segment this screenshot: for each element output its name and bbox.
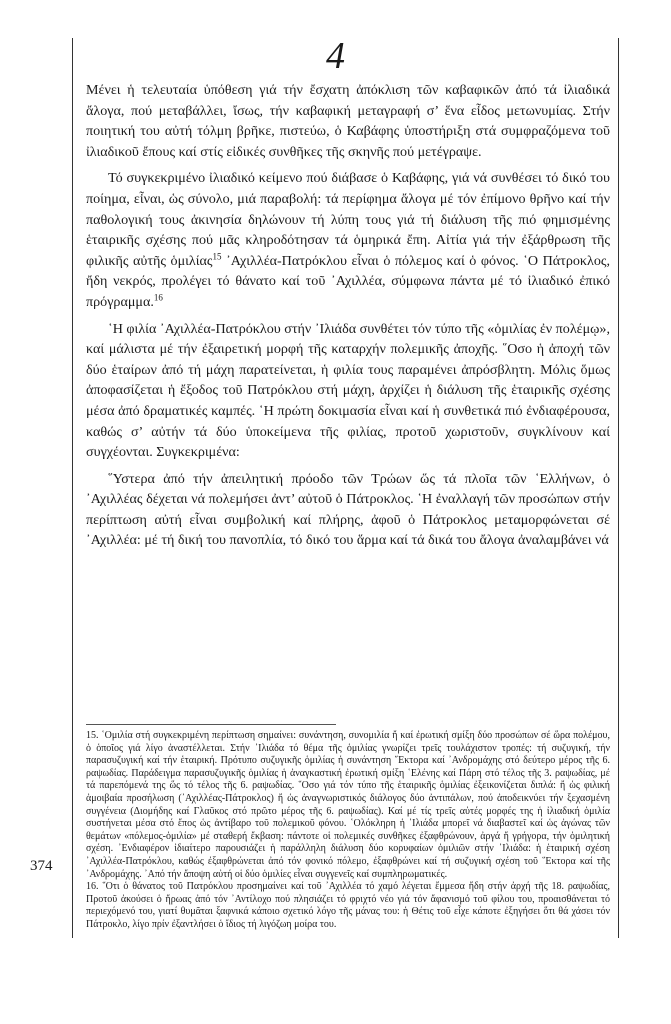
footnote: 16. ῞Οτι ὁ θάνατος τοῦ Πατρόκλου προσημαίνει καί τοῦ ᾿Αχιλλέα τό χαμό λέγεται ἔμμεσα ἤδη στήν ἀρχή τῆς 18. ραψωδίας, Προτοῦ ἀκούσει ὁ ἥρωας ἀπό τόν ᾿Αντίλοχο πού πλησιάζει τό φριχτό νέο γιά τόν ἄφανισμό τοῦ φίλου του, προαισθάνεται τό περιεχόμενό του, γιατί θυμᾶται ξαφνικά κάποιο σχετικό λόγο τῆς μάνας του: ἡ Θέτις τοῦ εἶχε κάποτε ἐξηγήσει ὅτι θά χάσει τόν Πάτροκλο, λίγο πρίν ἐξαντλήσει ὁ ἴδιος τή λιγόζωη μοίρα του.: [86, 881, 610, 930]
paragraph-text: Τό συγκεκριμένο ἰλιαδικό κείμενο πού διάβασε ὁ Καβάφης, γιά νά συνθέσει τό δικό του ποίημα, εἶναι, ὡς σύνολο, μιά παραβολή: τά περίφημα ἄλογα μέ τόν ἐπίμονο θρῆνο καί τήν παθολογική τους ἀκινησία δηλώνουν τή λύπη τους γιά τή διάλυση τῆς πιό φημισμένης ἑταιρικῆς σχέσης πού μᾶς κληροδότησαν τά ὁμηρικά ἔπη. Αἰτία γιά τήν ἐξάρθρωση τῆς φιλικῆς αὐτῆς ὁμιλίας: [86, 170, 610, 269]
footnote-ref: 16: [153, 292, 163, 303]
right-margin-rule: [618, 38, 619, 938]
footnote: 15. ῾Ομιλία στή συγκεκριμένη περίπτωση σημαίνει: συνάντηση, συνομιλία ἤ καί ἐρωτική σμίξη δύο προσώπων σέ ὥρα πολέμου, ὁ ὁποῖος γιά λίγο ἀναστέλλεται. Στήν ᾿Ιλιάδα τό θέμα τῆς ὁμιλίας γνωρίζει τρεῖς τουλάχιστον τροπές: τή συζυγική, τήν παρασυζυγική καί τήν ἑταιρική. Πρότυπο συζυγικῆς ὁμιλίας ἡ συνάντηση ῞Εκτορα καί ᾿Ανδρομάχης στό δεύτερο μέρος τῆς 6. ραψωδίας. Παράδειγμα παρασυζυγικῆς ὁμιλίας ἡ ἀναγκαστική ἐρωτική σμίξη ῾Ελένης καί Πάρη στό τέλος τῆς 3. ραψωδίας, μέ τά παρεπόμενά της ὥς τό τέλος τῆς 6. ραψωδίας. ῞Οσο γιά τόν τύπο τῆς ἑταιρικῆς ὁμιλίας ἐξεικονίζεται διπλά: ἤ ὡς φιλική ἀμοιβαία προσήλωση (᾿Αχιλλέας-Πάτροκλος) ἤ ὡς ἀναγνωριστικός διάλογος δύο ἀντιπάλων, πού ἀποδεικνύει τήν ξεχασμένη συγγένεια (Διομήδης καί Γλαῦκος στό πρῶτο μέρος τῆς 6. ραψωδίας). Καί μέ τίς τρεῖς αὐτές μορφές της ἡ ἰλιαδική ὁμιλία συστήνεται μέσα στό ἔπος ὡς ἀντίβαρο τοῦ πολεμικοῦ φόνου. ῾Ολόκληρη ἡ ᾿Ιλιάδα μπορεῖ νά διαβαστεῖ καί ὡς ἀγώνας τῶν θεμάτων «πόλεμος-ὁμιλία» μέ σταθερή ἔκβαση: πάντοτε οἱ πολεμικές συνθῆκες ἐξαφθρώνουν, ἀργά ἤ γρήγορα, τήν ὁμιλητική σχέση. ᾿Ενδιαφέρον ἰδιαίτερο παρουσιάζει ἡ παράλληλη διάλυση δύο κορυφαίων ὁμιλιῶν στήν ᾿Ιλιάδα: ἡ ἑταιρική σχέση ᾿Αχιλλέα-Πατρόκλου, καθώς ἐξαφθρώνεται ἀπό τόν φονικό πόλεμο, ἐξαφθρώνει καί τή συζυγική σχέση τοῦ ῞Εκτορα καί τῆς ᾿Ανδρομάχης. ᾿Από τήν ἄποψη αὐτή οἱ δύο ὁμιλίες εἶναι συγγενεῖς καί συμπληρωματικές.: [86, 730, 610, 880]
left-margin-rule: [72, 38, 73, 938]
paragraph: ῞Υστερα ἀπό τήν ἀπειλητική πρόοδο τῶν Τρώων ὥς τά πλοῖα τῶν ῾Ελλήνων, ὁ ᾿Αχιλλέας δέχεται νά πολεμήσει ἀντ’ αὐτοῦ ὁ Πάτροκλος. ῾Η ἐναλλαγή τῶν προσώπων στήν περίπτωση αὐτή εἶναι συμβολική καί πλήρης, ἀφοῦ ὁ Πάτροκλος μεταμορφώνεται σέ ᾿Αχιλλέα: μέ τή δική του πανοπλία, τό δικό του ἅρμα καί τά δικά του ἄλογα ἀναλαμβάνει νά: [86, 470, 610, 549]
paragraph: Μένει ἡ τελευταία ὑπόθεση γιά τήν ἔσχατη ἀπόκλιση τῶν καβαφικῶν ἀπό τά ἰλιαδικά ἄλογα, πού μεταβάλλει, ἴσως, τήν καβαφική μεταγραφή σ’ ἕνα εἶδος μετωνυμίας. Στήν ποιητική του αὐτή τόλμη βρῆκε, πιστεύω, ὁ Καβάφης ὑποστήριξη στά συμφραζόμενα τοῦ ἰλιαδικοῦ ἔπους καί στίς εἰδικές συνθῆκες τῆς σκηνῆς πού μετέγραψε.: [86, 82, 610, 160]
paragraph-text: ᾿Αχιλλέα-Πατρόκλου εἶναι ὁ πόλεμος καί ὁ φόνος. ῾Ο Πάτροκλος, ἤδη νεκρός, προλέγει τό θάνατο καί τοῦ ᾿Αχιλλέα, σύμφωνα πάντα μέ τό ἰλιαδικό ἐπικό πρόγραμμα.: [86, 252, 610, 310]
chapter-number: 4: [326, 35, 345, 77]
paragraph: [86, 168, 610, 312]
footnote-ref: 15: [212, 251, 222, 262]
page-number: 374: [30, 858, 53, 874]
body-text: [86, 80, 610, 557]
footnote-separator: [86, 724, 336, 725]
footnotes: [86, 730, 610, 932]
paragraph: ῾Η φιλία ᾿Αχιλλέα-Πατρόκλου στήν ᾿Ιλιάδα συνθέτει τόν τύπο τῆς «ὁμιλίας ἐν πολέμῳ», καί μάλιστα μέ τήν ἐξαιρετική μορφή τῆς καταρχήν πολεμικῆς ἀποχῆς. ῞Οσο ἡ ἀποχή τῶν δύο ἑταίρων ἀπό τή μάχη παρατείνεται, ἡ φιλία τους παραμένει ἀπρόσβλητη. Μόλις ὅμως ἀποφασίζεται ἡ ἔξοδος τοῦ Πατρόκλου στή μάχη, ἀρχίζει ἡ διάλυση τῆς ἑταιρικῆς σχέσης μέσα ἀπό δραματικές καμπές. ῾Η πρώτη δοκιμασία εἶναι καί ἡ συνθετικά πιό ἐνδιαφέρουσα, καθώς σ’ αὐτήν τά δύο ὑποκείμενα τῆς φιλίας, προτοῦ χωριστοῦν, συγκλίνουν καί συγχέονται. Συγκεκριμένα:: [86, 320, 610, 461]
